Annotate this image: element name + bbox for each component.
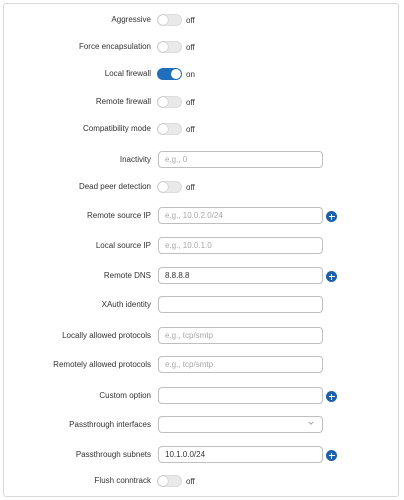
remote-firewall-state: off [186, 98, 195, 107]
remote-dns-label: Remote DNS [103, 271, 151, 280]
passthrough-interfaces-select[interactable] [158, 416, 323, 433]
remote-firewall-toggle[interactable] [157, 96, 182, 108]
plus-circle-icon[interactable] [326, 391, 337, 402]
dead-peer-detection-state: off [186, 183, 195, 192]
inactivity-label: Inactivity [119, 155, 151, 164]
plus-circle-icon[interactable] [326, 271, 337, 282]
locally-allowed-protocols-input[interactable] [158, 327, 323, 344]
remote-source-ip-label: Remote source IP [86, 211, 151, 220]
plus-circle-icon[interactable] [326, 211, 337, 222]
custom-option-label: Custom option [99, 391, 151, 400]
passthrough-subnets-label: Passthrough subnets [75, 450, 151, 459]
local-source-ip-label: Local source IP [95, 241, 151, 250]
locally-allowed-protocols-label: Locally allowed protocols [62, 331, 151, 340]
inactivity-input[interactable] [158, 151, 323, 168]
aggressive-toggle[interactable] [157, 14, 182, 26]
force-encapsulation-label: Force encapsulation [78, 42, 151, 51]
plus-circle-icon[interactable] [326, 450, 337, 461]
toggle-knob [158, 15, 168, 25]
local-firewall-label: Local firewall [104, 69, 151, 78]
aggressive-label: Aggressive [111, 15, 151, 24]
dead-peer-detection-toggle[interactable] [157, 181, 182, 193]
xauth-identity-input[interactable] [158, 296, 323, 313]
remotely-allowed-protocols-input[interactable] [158, 356, 323, 373]
aggressive-state: off [186, 16, 195, 25]
force-encapsulation-toggle[interactable] [157, 41, 182, 53]
toggle-knob [158, 124, 168, 134]
compatibility-mode-label: Compatibility mode [82, 124, 151, 133]
toggle-knob [158, 182, 168, 192]
flush-conntrack-toggle[interactable] [157, 475, 182, 487]
toggle-knob [158, 476, 168, 486]
flush-conntrack-state: off [186, 477, 195, 486]
toggle-knob [158, 42, 168, 52]
compatibility-mode-toggle[interactable] [157, 123, 182, 135]
remote-dns-input[interactable] [158, 267, 323, 284]
remote-source-ip-input[interactable] [158, 207, 323, 224]
remote-firewall-label: Remote firewall [95, 97, 151, 106]
passthrough-interfaces-label: Passthrough interfaces [69, 420, 151, 429]
dead-peer-detection-label: Dead peer detection [78, 182, 151, 191]
local-source-ip-input[interactable] [158, 237, 323, 254]
passthrough-subnets-input[interactable] [158, 446, 323, 463]
chevron-down-icon [308, 420, 314, 426]
custom-option-input[interactable] [158, 387, 323, 404]
compatibility-mode-state: off [186, 125, 195, 134]
toggle-knob [171, 69, 181, 79]
flush-conntrack-label: Flush conntrack [94, 476, 151, 485]
local-firewall-toggle[interactable] [157, 68, 182, 80]
local-firewall-state: on [186, 70, 195, 79]
toggle-knob [158, 97, 168, 107]
xauth-identity-label: XAuth identity [101, 300, 151, 309]
remotely-allowed-protocols-label: Remotely allowed protocols [53, 360, 151, 369]
force-encapsulation-state: off [186, 43, 195, 52]
